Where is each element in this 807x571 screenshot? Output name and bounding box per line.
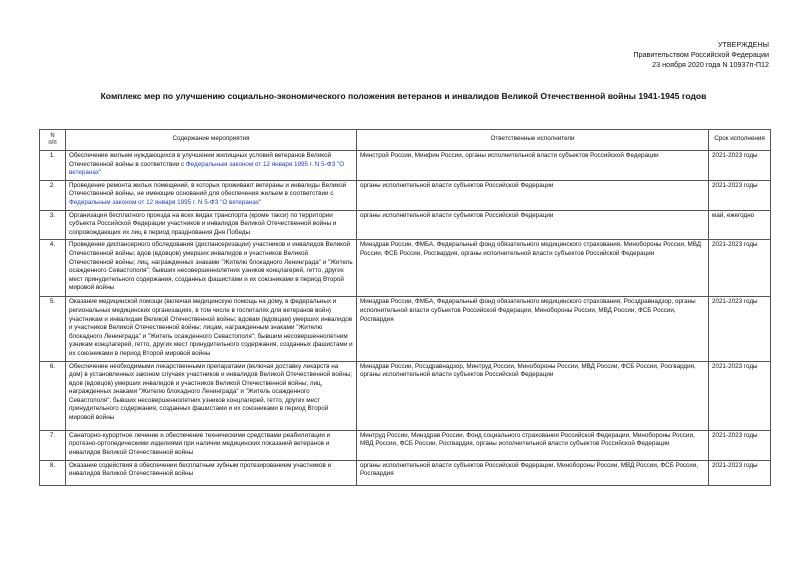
table-row	[40, 297, 771, 361]
document-title: Комплекс мер по улучшению социально-экономического положения ветеранов и инвалидов Великой Отечественной войны 1941-1945 годов	[100, 91, 707, 101]
measure-text: Проведение ремонта жилых помещений, в которых проживают ветераны и инвалиды Великой Отечественной войны, не имеющие оснований для обеспечения жильем в соответствии с	[69, 181, 347, 198]
approval-title: УТВЕРЖДЕНЫ	[717, 40, 769, 49]
table-row	[40, 180, 771, 210]
deadline: 2021-2023 годы	[709, 361, 771, 430]
responsible-executors: органы исполнительной власти субъектов Российской Федерации, Минобороны России, МВД России, ФСБ России, Росгвардия	[357, 460, 709, 485]
row-number: 5.	[40, 297, 66, 361]
measures-table	[39, 129, 771, 486]
measure-content	[66, 297, 357, 361]
approval-authority: Правительством Российской Федерации	[633, 50, 769, 59]
row-number: 8.	[40, 460, 66, 485]
header-executors: Ответственные исполнители	[357, 130, 709, 151]
table-row	[40, 430, 771, 460]
table-row	[40, 240, 771, 297]
row-number: 3.	[40, 210, 66, 240]
header-number	[40, 130, 66, 151]
deadline: 2021-2023 годы	[709, 297, 771, 361]
measure-content	[66, 210, 357, 240]
header-content: Содержание мероприятия	[66, 130, 357, 151]
measure-text: Санаторно-курортное лечение и обеспечение техническими средствами реабилитации и протезно-ортопедическими изделиями при наличии медицинских показаний ветеранов и инвалидов Великой Отечественной войны	[69, 431, 331, 456]
responsible-executors: Минздрав России, Росздравнадзор, Минтруд России, Минобороны России, МВД России, ФСБ России, Росгвардия, органы исполнительной власти субъектов Российской Федерации	[357, 361, 709, 430]
measure-content	[66, 180, 357, 210]
responsible-executors: Минздрав России, ФМБА, Федеральный фонд обязательного медицинского страхования, Росздравнадзор, органы исполнительной власти субъектов Российской Федерации, Минобороны России, МВД России, ФСБ России, Росгвардия	[357, 297, 709, 361]
responsible-executors: Минздрав России, ФМБА, Федеральный фонд обязательного медицинского страхования, Минобороны России, МВД России, ФСБ России, Росгвардия, органы исполнительной власти субъектов Российской Федерации	[357, 240, 709, 297]
table-header-row	[40, 130, 771, 151]
measure-content	[66, 430, 357, 460]
header-deadline: Срок исполнения	[709, 130, 771, 151]
measure-text: Проведение диспансерного обследования (диспансеризации) участников и инвалидов Великой Отечественной войны; вдов (вдовцов) умерших инвалидов и участников Великой Отечественной войны; лиц, награжденных знаками "Жителю блокадного Ленинграда" и "Житель осажденного Севастополя"; бывших несовершеннолетних узников концлагерей, гетто, других мест принудительного содержания, созданных фашистами и их союзниками в период Второй мировой войны	[69, 241, 353, 292]
row-number: 7.	[40, 430, 66, 460]
measure-content	[66, 460, 357, 485]
measure-content	[66, 361, 357, 430]
measure-text: Оказание содействия в обеспечении бесплатным зубным протезированием участников и инвалидов Великой Отечественной войны	[69, 461, 332, 478]
law-link[interactable]: Федеральным законом от 12 января 1995 г. N 5-ФЗ "О ветеранах"	[69, 160, 345, 177]
measure-text: Обеспечение жильем нуждающихся в улучшении жилищных условий ветеранов Великой Отечественной войны в соответствии с	[69, 152, 332, 168]
header-number-line2: п/п	[48, 140, 57, 146]
deadline: май, ежегодно	[709, 210, 771, 240]
table-row	[40, 151, 771, 181]
approval-block	[633, 40, 769, 70]
approval-date: 23 ноября 2020 года N 10937п-П12	[652, 60, 769, 69]
measure-text: Оказание медицинской помощи (включая медицинскую помощь на дому, в федеральных и региональных медицинских организациях, в том числе в госпиталях для ветеранов войн) участникам и инвалидам Великой Отечественной войны; вдовам (вдовцам) умерших инвалидов и участников Великой Отечественной войны; лицам, награжденным знаками "Жителю блокадного Ленинграда" и "Житель осажденного Севастополя"; бывшим несовершеннолетним узникам концлагерей, гетто, других мест принудительного содержания, созданных фашистами и их союзниками в период Второй мировой войны	[69, 298, 353, 357]
responsible-executors: Минтруд России, Минздрав России, Фонд социального страхования Российской Федерации, Минобороны России, МВД России, ФСБ России, Росгвардия, органы исполнительной власти субъектов Российской Федерации	[357, 430, 709, 460]
measure-content	[66, 240, 357, 297]
row-number: 2.	[40, 180, 66, 210]
deadline: 2021-2023 годы	[709, 430, 771, 460]
measure-text: Организация бесплатного проезда на всех видах транспорта (кроме такси) по территории субъекта Российской Федерации участников и инвалидов Великой Отечественной войны и сопровождающих их лиц в период празднования Дня Победы	[69, 211, 337, 236]
table-row	[40, 361, 771, 430]
row-number: 1.	[40, 151, 66, 181]
measure-content	[66, 151, 357, 181]
table-row	[40, 460, 771, 485]
deadline: 2021-2023 годы	[709, 460, 771, 485]
header-number-line1: N	[50, 133, 55, 139]
responsible-executors: органы исполнительной власти субъектов Российской Федерации	[357, 180, 709, 210]
row-number: 4.	[40, 240, 66, 297]
deadline: 2021-2023 годы	[709, 151, 771, 181]
table-row	[40, 210, 771, 240]
responsible-executors: органы исполнительной власти субъектов Российской Федерации	[357, 210, 709, 240]
deadline: 2021-2023 годы	[709, 240, 771, 297]
law-link[interactable]: Федеральным законом от 12 января 1995 г. N 5-ФЗ "О ветеранах"	[69, 198, 262, 206]
responsible-executors: Минстрой России, Минфин России, органы исполнительной власти субъектов Российской Федерации	[357, 151, 709, 181]
deadline: 2021-2023 годы	[709, 180, 771, 210]
table-body	[40, 151, 771, 486]
row-number: 6.	[40, 361, 66, 430]
measure-text: Обеспечение необходимыми лекарственными препаратами (включая доставку лекарств на дом) в установленных законом случаях участников и инвалидов Великой Отечественной войны; вдов (вдовцов) умерших инвалидов и участников Великой Отечественной войны; лиц, награжденных знаками "Жителю блокадного Ленинграда" и "Житель осажденного Севастополя"; бывших несовершеннолетних узников концлагерей, гетто, других мест принудительного содержания, созданных фашистами и их союзниками в период Второй мировой войны	[69, 362, 353, 422]
